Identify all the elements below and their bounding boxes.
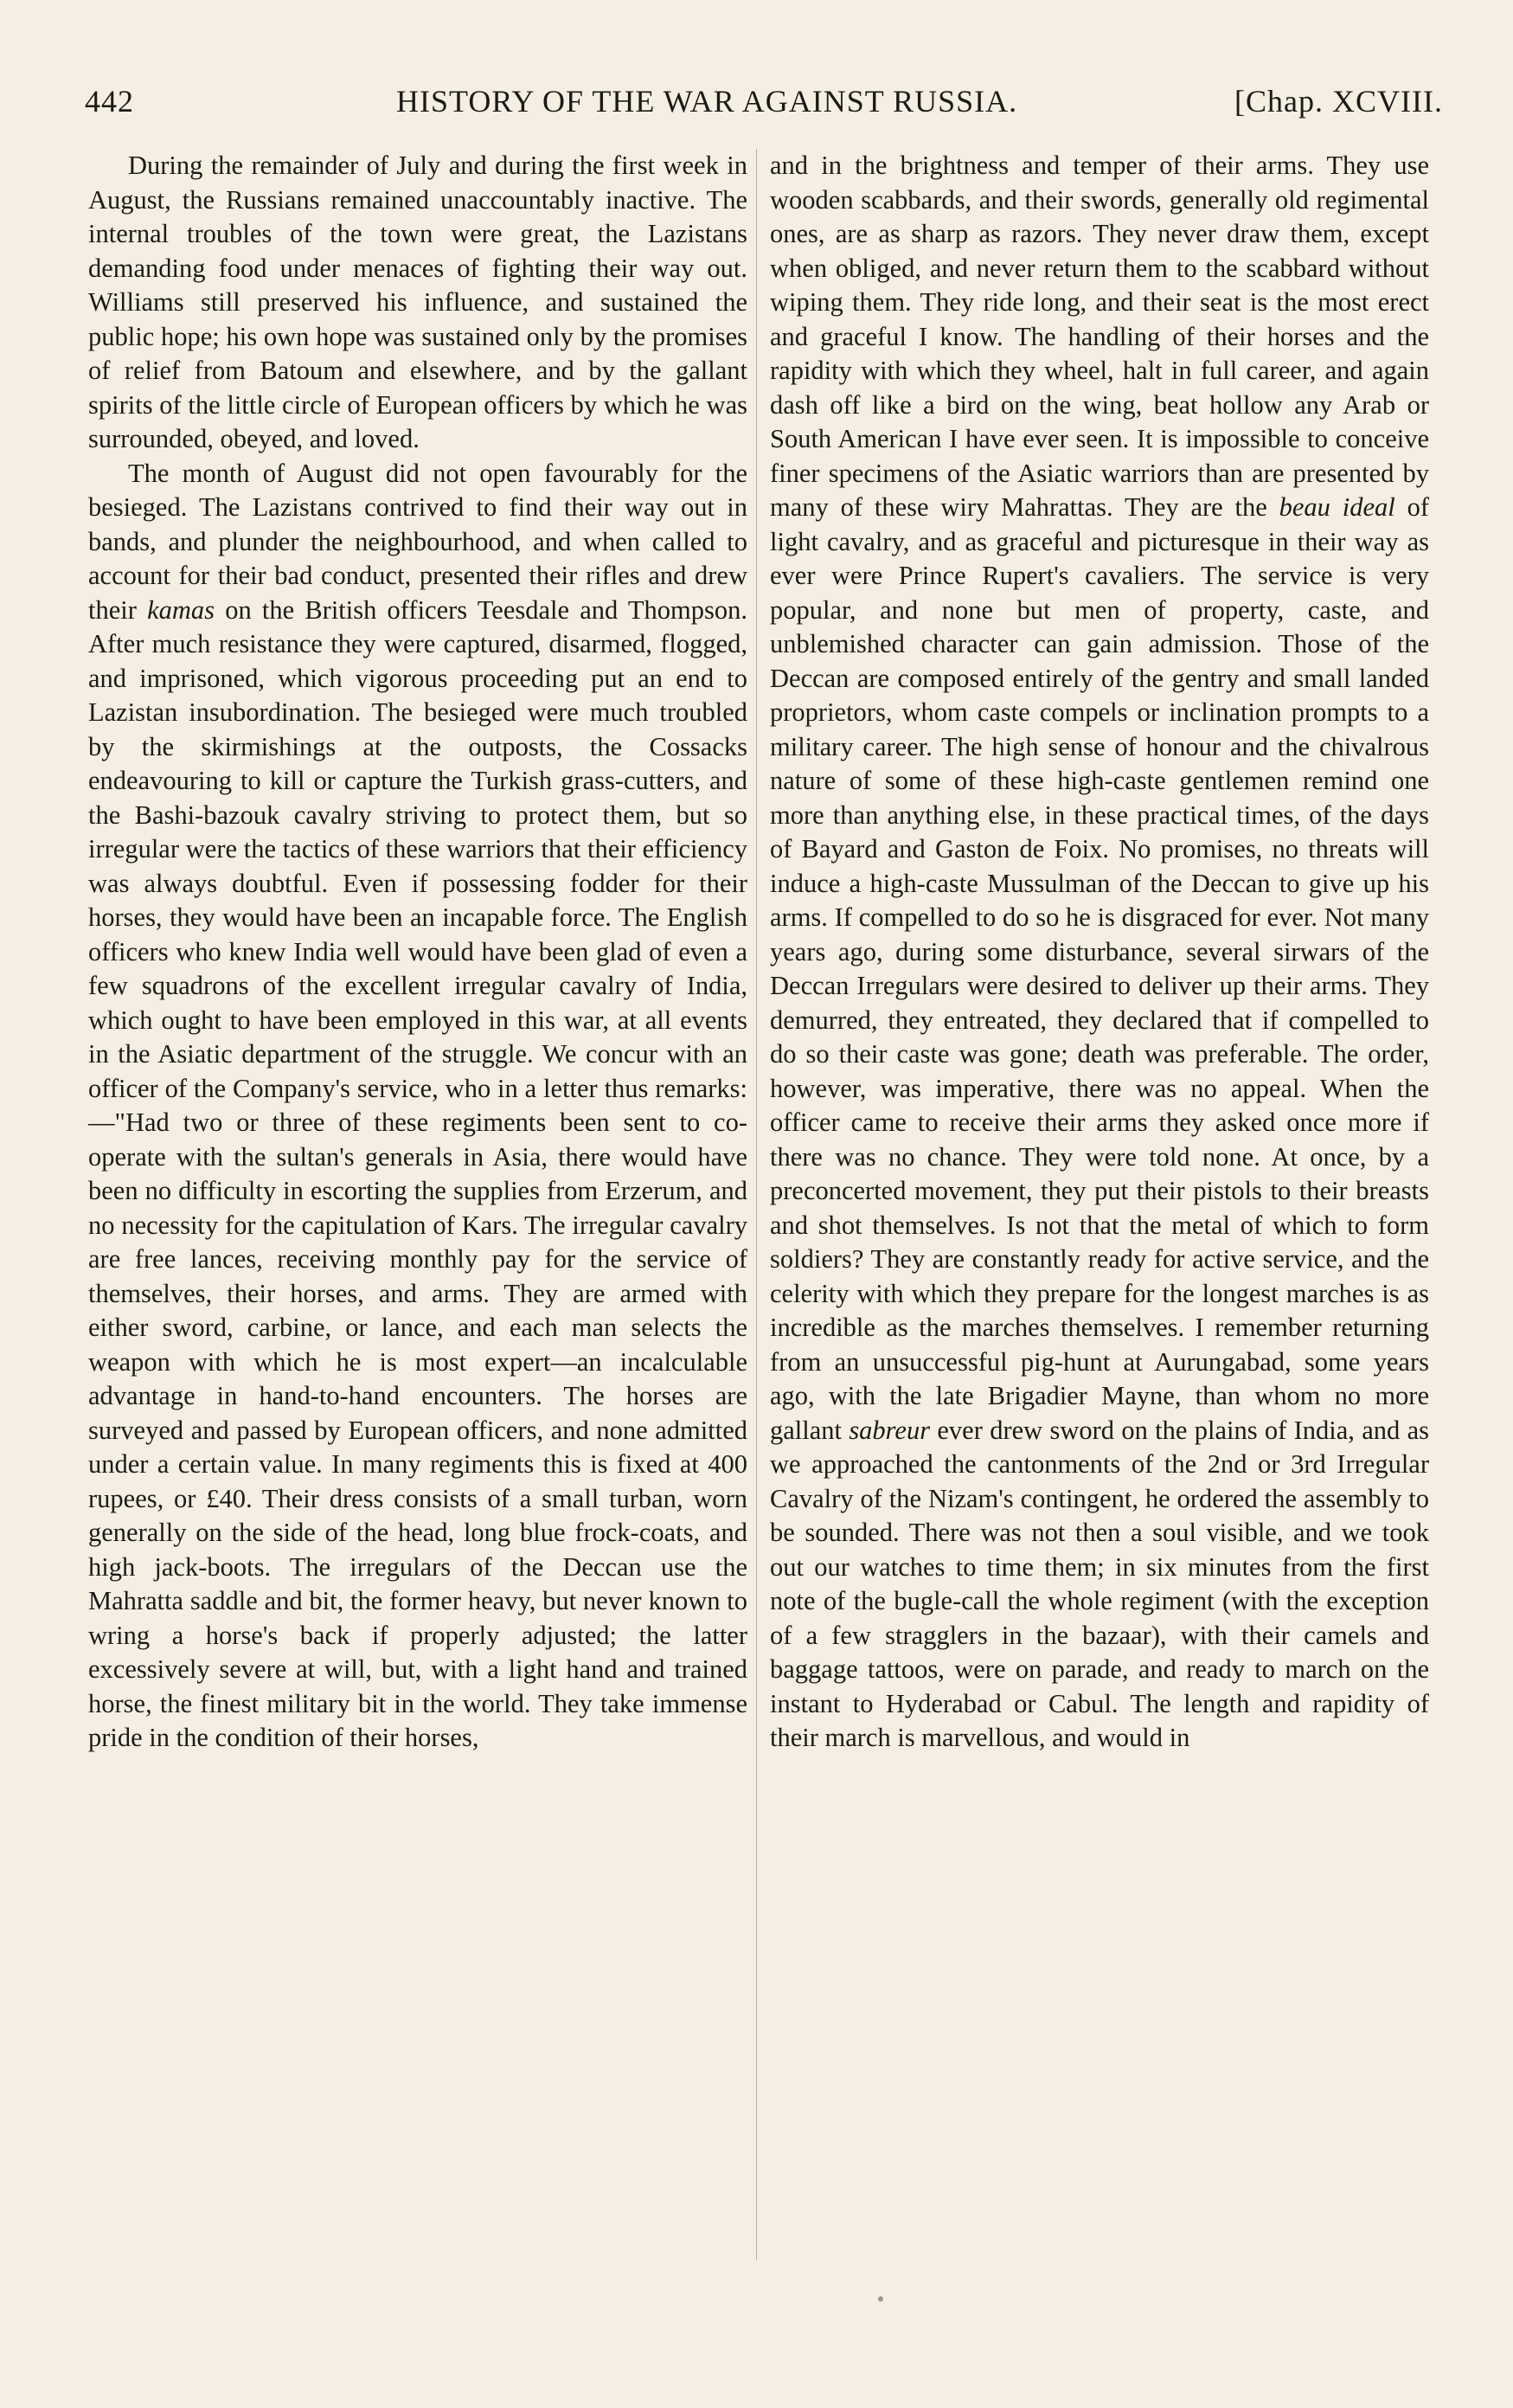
paragraph: and in the brightness and temper of their arms. They use wooden scabbards, and their swords, generally old regimental ones, are as sharp as razors. They never draw them, except when obliged, and never return them to the scabbard without wiping them. They ride long, and their seat is the most erect and graceful I know. The handling of their horses and the rapidity with which they wheel, halt in full career, and again dash off like a bird on the wing, beat hollow any Arab or South American I have ever seen. It is impossible to conceive finer specimens of the Asiatic warriors than are presented by many of these wiry Mahrattas. They are the beau ideal of light cavalry, and as graceful and picturesque in their way as ever were Prince Rupert's cavaliers. The service is very popular, and none but men of property, caste, and unblemished character can gain admission. Those of the Deccan are composed entirely of the gentry and small landed proprietors, whom caste compels or inclination prompts to a military career. The high sense of honour and the chivalrous nature of some of these high-caste gentlemen remind one more than anything else, in these practical times, of the days of Bayard and Gaston de Foix. No promises, no threats will induce a high-caste Mussulman of the Deccan to give up his arms. If compelled to do so he is disgraced for ever. Not many years ago, during some disturbance, several sirwars of the Deccan Irregulars were desired to deliver up their arms. They demurred, they entreated, they declared that if compelled to do so their caste was gone; death was preferable. The order, however, was imperative, there was no appeal. When the officer came to receive their arms they asked once more if there was no chance. They were told none. At once, by a preconcerted movement, they put their pistols to their breasts and shot themselves. Is not that the metal of which to form soldiers? They are constantly ready for active service, and the celerity with which they prepare for the longest marches is as incredible as the marches themselves. I remember returning from an unsuccessful pig-hunt at Aurungabad, some years ago, with the late Brigadier Mayne, than whom no more gallant sabreur ever drew sword on the plains of India, and as we approached the cantonments of the 2nd or 3rd Irregular Cavalry of the Nizam's contingent, he ordered the assembly to be sounded. There was not then a soul visible, and we took out our watches to time them; in six minutes from the first note of the bugle-call the whole regiment (with the exception of a few stragglers in the bazaar), with their camels and baggage tattoos, were on parade, and ready to march on the instant to Hyderabad or Cabul. The length and rapidity of their march is marvellous, and would in — [770, 151, 1429, 1752]
paragraph: During the remainder of July and during the first week in August, the Russians remained unaccountably inactive. The internal troubles of the town were great, the Lazistans demanding food under menaces of fighting their way out. Williams still preserved his influence, and sustained the public hope; his own hope was sustained only by the promises of relief from Batoum and elsewhere, and by the gallant spirits of the little circle of European officers by which he was surrounded, obeyed, and loved. — [88, 151, 747, 453]
page-number: 442 — [85, 84, 134, 119]
right-column — [770, 149, 1429, 1756]
running-title: HISTORY OF THE WAR AGAINST RUSSIA. — [396, 84, 1018, 119]
print-mark — [878, 2296, 883, 2302]
italic-term: sabreur — [849, 1415, 931, 1445]
paragraph: The month of August did not open favourably for the besieged. The Lazistans contrived to find their way out in bands, and plunder the neighbourhood, and when called to account for their bad conduct, presented their rifles and drew their kamas on the British officers Teesdale and Thompson. After much resistance they were captured, disarmed, flogged, and imprisoned, which vigorous proceeding put an end to Lazistan insubordination. The besieged were much troubled by the skirmishings at the outposts, the Cossacks endeavouring to kill or capture the Turkish grass-cutters, and the Bashi-bazouk cavalry striving to protect them, but so irregular were the tactics of these warriors that their efficiency was always doubtful. Even if possessing fodder for their horses, they would have been an incapable force. The English officers who knew India well would have been glad of even a few squadrons of the excellent irregular cavalry of India, which ought to have been employed in this war, at all events in the Asiatic department of the struggle. We concur with an officer of the Company's service, who in a letter thus remarks:—"Had two or three of these regiments been sent to co-operate with the sultan's generals in Asia, there would have been no difficulty in escorting the supplies from Erzerum, and no necessity for the capitulation of Kars. The irregular cavalry are free lances, receiving monthly pay for the service of themselves, their horses, and arms. They are armed with either sword, carbine, or lance, and each man selects the weapon with which he is most expert—an incalculable advantage in hand-to-hand encounters. The horses are surveyed and passed by European officers, and none admitted under a certain value. In many regiments this is fixed at 400 rupees, or £40. Their dress consists of a small turban, worn generally on the side of the head, long blue frock-coats, and high jack-boots. The irregulars of the Deccan use the Mahratta saddle and bit, the former heavy, but never known to wring a horse's back if properly adjusted; the latter excessively severe at will, but, with a light hand and trained horse, the finest military bit in the world. They take immense pride in the condition of their horses, — [88, 458, 747, 1752]
italic-term: kamas — [147, 594, 215, 625]
chapter-label: [Chap. XCVIII. — [1234, 84, 1443, 119]
left-column — [88, 149, 747, 1756]
running-header — [85, 83, 1443, 126]
column-divider — [756, 149, 757, 2260]
italic-term: beau ideal — [1279, 492, 1395, 522]
